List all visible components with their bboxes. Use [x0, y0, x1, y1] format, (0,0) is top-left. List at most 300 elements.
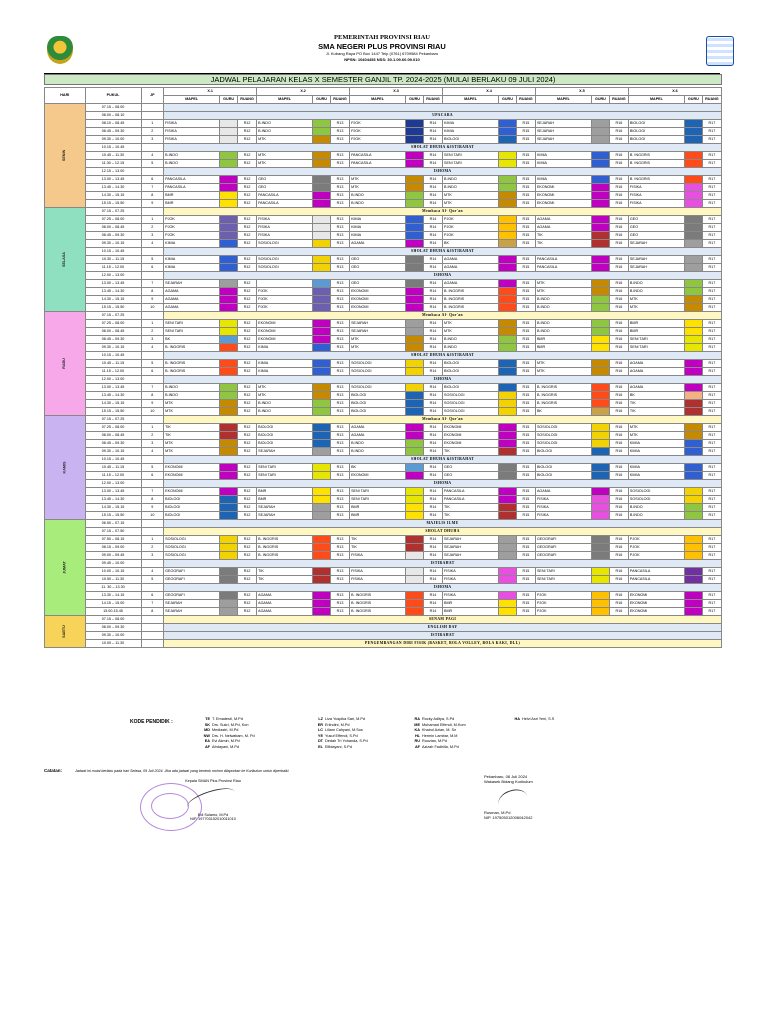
subject-cell: B. INGGRIS — [350, 608, 406, 616]
subject-cell: PANCASILA — [628, 576, 684, 584]
subject-cell: FISIKA — [443, 576, 499, 584]
subject-cell: BIOLOGI — [628, 128, 684, 136]
room-cell: R17 — [702, 344, 721, 352]
subject-cell: EKONOMI — [628, 592, 684, 600]
subject-cell: MTK — [350, 336, 406, 344]
activity-band: MAJELIS ILMU — [164, 520, 722, 528]
jp-cell: 10 — [141, 512, 164, 520]
teacher-code-cell — [684, 152, 702, 160]
teacher-code-cell — [406, 472, 424, 480]
room-cell: R15 — [516, 264, 535, 272]
subject-cell: EKONOMI — [628, 608, 684, 616]
jp-cell: 8 — [141, 192, 164, 200]
subject-cell: MTK — [257, 136, 313, 144]
room-cell: R14 — [423, 392, 442, 400]
room-cell: R16 — [609, 136, 628, 144]
day-name: RABU — [62, 358, 67, 369]
room-cell: R13 — [330, 136, 349, 144]
header-ruang: RUANG — [516, 96, 535, 104]
room-cell: R14 — [423, 200, 442, 208]
teacher-code-cell — [220, 232, 238, 240]
room-cell: R14 — [423, 512, 442, 520]
subject-cell: AGAMA — [350, 424, 406, 432]
table-row — [45, 504, 722, 512]
subject-cell: SEJARAH — [164, 600, 220, 608]
jp-cell — [141, 112, 164, 120]
teacher-code-cell — [684, 576, 702, 584]
time-cell: 08.00 – 09.30 — [85, 624, 141, 632]
subject-cell: TIK — [350, 536, 406, 544]
room-cell: R14 — [423, 128, 442, 136]
teacher-code-cell — [684, 160, 702, 168]
room-cell: R15 — [516, 360, 535, 368]
teacher-name: Rocky Aditya, S.Pd — [422, 717, 455, 721]
teacher-code-cell — [684, 448, 702, 456]
table-row — [45, 104, 722, 112]
room-cell: R16 — [609, 496, 628, 504]
teacher-name: Ruuzian, M.Pd — [422, 739, 447, 744]
teacher-code-cell — [313, 440, 331, 448]
room-cell: R15 — [516, 400, 535, 408]
teacher-code-cell — [406, 328, 424, 336]
teacher-code: ME — [414, 722, 420, 727]
table-row — [45, 152, 722, 160]
jp-cell: 10 — [141, 304, 164, 312]
subject-cell: GEO — [628, 224, 684, 232]
table-row — [45, 320, 722, 328]
subject-cell: MTK — [628, 432, 684, 440]
teacher-code-cell — [684, 472, 702, 480]
room-cell: R17 — [702, 280, 721, 288]
teacher-code: LC — [317, 728, 323, 733]
room-cell: R17 — [702, 288, 721, 296]
time-cell: 09.30 – 10.15 — [85, 240, 141, 248]
room-cell: R14 — [423, 184, 442, 192]
room-cell: R13 — [330, 120, 349, 128]
teacher-code-cell — [406, 280, 424, 288]
subject-cell: BIOLOGI — [257, 424, 313, 432]
teacher-code-cell — [684, 224, 702, 232]
teacher-code-cell — [406, 488, 424, 496]
teacher-code-cell — [313, 320, 331, 328]
jp-cell: 6 — [141, 472, 164, 480]
room-cell: R14 — [423, 288, 442, 296]
teacher-code-cell — [220, 120, 238, 128]
jp-cell: 8 — [141, 288, 164, 296]
room-cell: R16 — [609, 504, 628, 512]
room-cell: R17 — [702, 536, 721, 544]
subject-cell: SEJARAH — [257, 448, 313, 456]
jp-cell: 1 — [141, 216, 164, 224]
subject-cell: KIMIA — [535, 160, 591, 168]
teacher-code-cell — [406, 176, 424, 184]
time-cell: 08.45 – 09.30 — [85, 336, 141, 344]
subject-cell: EKONOMI — [350, 472, 406, 480]
teacher-code-cell — [499, 496, 517, 504]
teacher-name: Liza Yuspika Sari, M.Pd — [325, 717, 366, 721]
teacher-code-cell — [313, 432, 331, 440]
signature-block-principal — [138, 779, 288, 839]
room-cell: R13 — [330, 280, 349, 288]
teacher-code-cell — [313, 264, 331, 272]
subject-cell: AGAMA — [443, 256, 499, 264]
teacher-code-cell — [591, 296, 609, 304]
teacher-code-cell — [313, 176, 331, 184]
subject-cell: SENI TARI — [164, 328, 220, 336]
subject-cell: EKONOMI — [535, 184, 591, 192]
room-cell: R13 — [330, 200, 349, 208]
activity-band: ISTIRAHAT — [164, 632, 722, 640]
teacher-code-cell — [313, 288, 331, 296]
teacher-code-cell — [406, 320, 424, 328]
room-cell: R14 — [423, 232, 442, 240]
room-cell: R14 — [423, 304, 442, 312]
subject-cell: BIOLOGI — [628, 120, 684, 128]
day-name: SABTU — [62, 625, 67, 638]
room-cell: R12 — [238, 224, 257, 232]
teacher-code-cell — [313, 152, 331, 160]
teacher-code-cell — [220, 152, 238, 160]
room-cell: R13 — [330, 472, 349, 480]
day-cell — [45, 104, 86, 208]
subject-cell: MTK — [164, 408, 220, 416]
teacher-code-cell — [684, 216, 702, 224]
jp-cell: 2 — [141, 224, 164, 232]
table-row — [45, 512, 722, 520]
room-cell: R15 — [516, 288, 535, 296]
teacher-code-cell — [220, 432, 238, 440]
teacher-code-cell — [406, 600, 424, 608]
room-cell: R12 — [238, 592, 257, 600]
time-cell: 11.30 – 12.15 — [85, 160, 141, 168]
room-cell: R14 — [423, 336, 442, 344]
notes-label: Catatan: — [44, 768, 63, 773]
teacher-code-cell — [591, 304, 609, 312]
time-cell: 10.45 – 11.30 — [85, 152, 141, 160]
time-cell: 09.45 – 10.00 — [85, 560, 141, 568]
teacher-code-cell — [220, 448, 238, 456]
subject-cell: B.INDO — [535, 328, 591, 336]
subject-cell: PANCASILA — [535, 256, 591, 264]
teacher-code-column-1 — [200, 717, 255, 751]
jp-cell: 5 — [141, 576, 164, 584]
notes — [44, 768, 289, 773]
teacher-code: EA — [204, 739, 210, 744]
room-cell: R15 — [516, 488, 535, 496]
letterhead-line1: PEMERINTAH PROVINSI RIAU — [334, 34, 430, 41]
header-pukul: PUKUL — [85, 88, 141, 104]
table-row — [45, 568, 722, 576]
subject-cell: BMR — [257, 488, 313, 496]
teacher-code-cell — [499, 336, 517, 344]
day-name: SELASA — [62, 252, 67, 267]
room-cell: R16 — [609, 344, 628, 352]
room-cell: R12 — [238, 304, 257, 312]
room-cell: R13 — [330, 536, 349, 544]
subject-cell: BMR — [628, 328, 684, 336]
teacher-code-cell — [684, 544, 702, 552]
teacher-code-cell — [220, 576, 238, 584]
room-cell: R12 — [238, 568, 257, 576]
header-guru: GURU — [591, 96, 609, 104]
table-row — [45, 232, 722, 240]
subject-cell: BK — [628, 392, 684, 400]
subject-cell: PANCASILA — [164, 176, 220, 184]
table-row — [45, 456, 722, 464]
teacher-code: AF — [204, 744, 210, 749]
room-cell: R13 — [330, 176, 349, 184]
time-cell: 08.45 – 09.30 — [85, 440, 141, 448]
teacher-code-cell — [591, 320, 609, 328]
teacher-code-cell — [499, 448, 517, 456]
teacher-code-entry — [410, 745, 466, 751]
subject-cell: PANCASILA — [628, 568, 684, 576]
table-row — [45, 520, 722, 528]
time-cell: 13.45 – 14.30 — [85, 184, 141, 192]
subject-cell: PJOK — [535, 592, 591, 600]
room-cell: R12 — [238, 192, 257, 200]
teacher-code-cell — [499, 216, 517, 224]
subject-cell: KIMIA — [350, 224, 406, 232]
table-row — [45, 264, 722, 272]
teacher-code-cell — [313, 448, 331, 456]
jp-cell: 3 — [141, 336, 164, 344]
teacher-code-cell — [499, 328, 517, 336]
subject-cell: PJOK — [443, 224, 499, 232]
teacher-name: Azizah Fadhilla, M.Pd — [422, 744, 459, 749]
subject-cell: PANCASILA — [350, 160, 406, 168]
jp-cell: 4 — [141, 240, 164, 248]
subject-cell: FISIKA — [443, 568, 499, 576]
teacher-code-cell — [220, 472, 238, 480]
teacher-code-cell — [220, 536, 238, 544]
subject-cell: PANCASILA — [164, 184, 220, 192]
jp-cell — [141, 144, 164, 152]
subject-cell: SEJARAH — [628, 240, 684, 248]
room-cell: R16 — [609, 544, 628, 552]
subject-cell: BMR — [350, 504, 406, 512]
subject-cell: KIMIA — [257, 360, 313, 368]
subject-cell: B.INDO — [350, 200, 406, 208]
day-name: JUMAT — [62, 561, 67, 574]
day-cell — [45, 208, 86, 312]
jp-cell — [141, 248, 164, 256]
room-cell: R17 — [702, 440, 721, 448]
teacher-code-cell — [313, 400, 331, 408]
room-cell: R17 — [702, 336, 721, 344]
room-cell: R16 — [609, 440, 628, 448]
teacher-name: Liliam Cahyani, M.Sos — [325, 728, 363, 733]
subject-cell: TIK — [443, 512, 499, 520]
room-cell: R16 — [609, 512, 628, 520]
teacher-code-cell — [684, 256, 702, 264]
time-cell: 07.15 – 07.25 — [85, 208, 141, 216]
subject-cell: EKONOMI — [350, 288, 406, 296]
room-cell: R14 — [423, 440, 442, 448]
table-row — [45, 480, 722, 488]
subject-cell: SEJARAH — [257, 512, 313, 520]
room-cell: R15 — [516, 392, 535, 400]
teacher-code: MD — [204, 728, 210, 733]
header-mapel: MAPEL — [443, 96, 499, 104]
subject-cell: PANCASILA — [443, 496, 499, 504]
subject-cell: B.INDO — [535, 304, 591, 312]
time-cell: 11.15 – 12.00 — [85, 264, 141, 272]
activity-band: Membaca Al- Qur'an — [164, 208, 722, 216]
teacher-code-cell — [591, 424, 609, 432]
subject-cell: MTK — [257, 160, 313, 168]
subject-cell: TIK — [443, 504, 499, 512]
table-row — [45, 112, 722, 120]
subject-cell: PJOK — [164, 224, 220, 232]
time-cell: 13.00 – 13.45 — [85, 280, 141, 288]
jp-cell — [141, 376, 164, 384]
table-row — [45, 200, 722, 208]
teacher-code: RA — [414, 717, 420, 721]
header-mapel: MAPEL — [535, 96, 591, 104]
teacher-code-cell — [313, 536, 331, 544]
teacher-code-cell — [591, 128, 609, 136]
room-cell: R13 — [330, 160, 349, 168]
subject-cell: B.INDO — [628, 512, 684, 520]
letterhead-school-name: SMA NEGERI PLUS PROVINSI RIAU — [318, 42, 446, 51]
table-row — [45, 192, 722, 200]
room-cell: R15 — [516, 472, 535, 480]
room-cell: R16 — [609, 336, 628, 344]
time-cell: 08.45 – 09.30 — [85, 232, 141, 240]
jp-cell: 7 — [141, 600, 164, 608]
teacher-code-cell — [220, 384, 238, 392]
jp-cell — [141, 272, 164, 280]
subject-cell: KIMIA — [164, 256, 220, 264]
subject-cell: MTK — [628, 304, 684, 312]
subject-cell: TIK — [443, 448, 499, 456]
subject-cell: BMR — [443, 600, 499, 608]
teacher-code-cell — [220, 464, 238, 472]
room-cell: R16 — [609, 400, 628, 408]
teacher-name: Khairul Azian, M. Sn — [422, 728, 457, 733]
teacher-code-cell — [406, 216, 424, 224]
subject-cell: PJOK — [164, 216, 220, 224]
teacher-code-entry — [510, 717, 554, 723]
teacher-code-cell — [499, 360, 517, 368]
teacher-code-cell — [684, 424, 702, 432]
subject-cell: GEOGRAFI — [535, 544, 591, 552]
subject-cell: GEO — [628, 232, 684, 240]
subject-cell — [257, 280, 313, 288]
room-cell: R17 — [702, 504, 721, 512]
teacher-code-cell — [313, 600, 331, 608]
room-cell: R13 — [330, 128, 349, 136]
teacher-code-cell — [313, 544, 331, 552]
room-cell: R16 — [609, 184, 628, 192]
subject-cell: BIOLOGI — [535, 448, 591, 456]
teacher-code-cell — [220, 496, 238, 504]
subject-cell: PJOK — [257, 304, 313, 312]
room-cell: R12 — [238, 160, 257, 168]
room-cell: R17 — [702, 240, 721, 248]
room-cell: R13 — [330, 240, 349, 248]
teacher-code-cell — [313, 568, 331, 576]
teacher-code-cell — [406, 344, 424, 352]
teacher-code-cell — [591, 464, 609, 472]
room-cell: R17 — [702, 136, 721, 144]
jp-cell: 2 — [141, 544, 164, 552]
header-guru: GURU — [406, 96, 424, 104]
subject-cell: B. INGGRIS — [164, 344, 220, 352]
subject-cell: AGAMA — [628, 368, 684, 376]
activity-band: PENGEMBANGAN DIRI FISIK (BASKET, BOLA VOLLEY, BOLA KAKI, DLL) — [164, 640, 722, 648]
room-cell: R17 — [702, 200, 721, 208]
teacher-code-cell — [406, 592, 424, 600]
room-cell: R14 — [423, 216, 442, 224]
teacher-code-cell — [499, 408, 517, 416]
time-cell: 10.15 – 10.45 — [85, 144, 141, 152]
subject-cell: B. INGGRIS — [350, 600, 406, 608]
room-cell: R16 — [609, 192, 628, 200]
teacher-name: Muhamad Elfendi, M.Kom — [422, 722, 466, 727]
jp-cell — [141, 168, 164, 176]
room-cell: R13 — [330, 216, 349, 224]
teacher-code-column-3 — [410, 717, 466, 751]
subject-cell: BIOLOGI — [257, 432, 313, 440]
room-cell: R13 — [330, 408, 349, 416]
room-cell: R13 — [330, 368, 349, 376]
room-cell: R17 — [702, 184, 721, 192]
room-cell: R13 — [330, 296, 349, 304]
teacher-code-cell — [406, 296, 424, 304]
room-cell: R15 — [516, 280, 535, 288]
teacher-code-cell — [406, 384, 424, 392]
time-cell: 13.00 – 13.45 — [85, 488, 141, 496]
teacher-code-cell — [406, 424, 424, 432]
table-row — [45, 424, 722, 432]
jp-cell — [141, 520, 164, 528]
teacher-code-cell — [313, 296, 331, 304]
teacher-code-cell — [406, 608, 424, 616]
subject-cell: B.INDO — [257, 128, 313, 136]
subject-cell: BIOLOGI — [443, 360, 499, 368]
activity-band: UPACARA — [164, 112, 722, 120]
jp-cell: 1 — [141, 536, 164, 544]
teacher-code-cell — [313, 280, 331, 288]
room-cell: R15 — [516, 184, 535, 192]
teacher-name: Yusuf Effendi, S.Pd — [325, 733, 358, 738]
room-cell: R15 — [516, 448, 535, 456]
time-cell: 09.30 – 10.15 — [85, 448, 141, 456]
subject-cell: GEO — [350, 256, 406, 264]
room-cell: R16 — [609, 280, 628, 288]
teacher-code-cell — [220, 296, 238, 304]
jp-cell: 5 — [141, 360, 164, 368]
room-cell: R15 — [516, 600, 535, 608]
signature-block-curriculum — [484, 774, 614, 836]
room-cell: R12 — [238, 488, 257, 496]
room-cell: R12 — [238, 424, 257, 432]
room-cell: R14 — [423, 568, 442, 576]
teacher-code: YE — [317, 733, 323, 738]
subject-cell: PJOK — [535, 600, 591, 608]
teacher-name: Evi Akmin, M.Pd — [212, 739, 240, 744]
subject-cell: B.INDO — [164, 152, 220, 160]
teacher-code-cell — [499, 504, 517, 512]
teacher-code-cell — [313, 216, 331, 224]
teacher-code-cell — [684, 336, 702, 344]
table-row — [45, 368, 722, 376]
room-cell: R12 — [238, 360, 257, 368]
teacher-code-cell — [684, 568, 702, 576]
teacher-code-cell — [499, 344, 517, 352]
